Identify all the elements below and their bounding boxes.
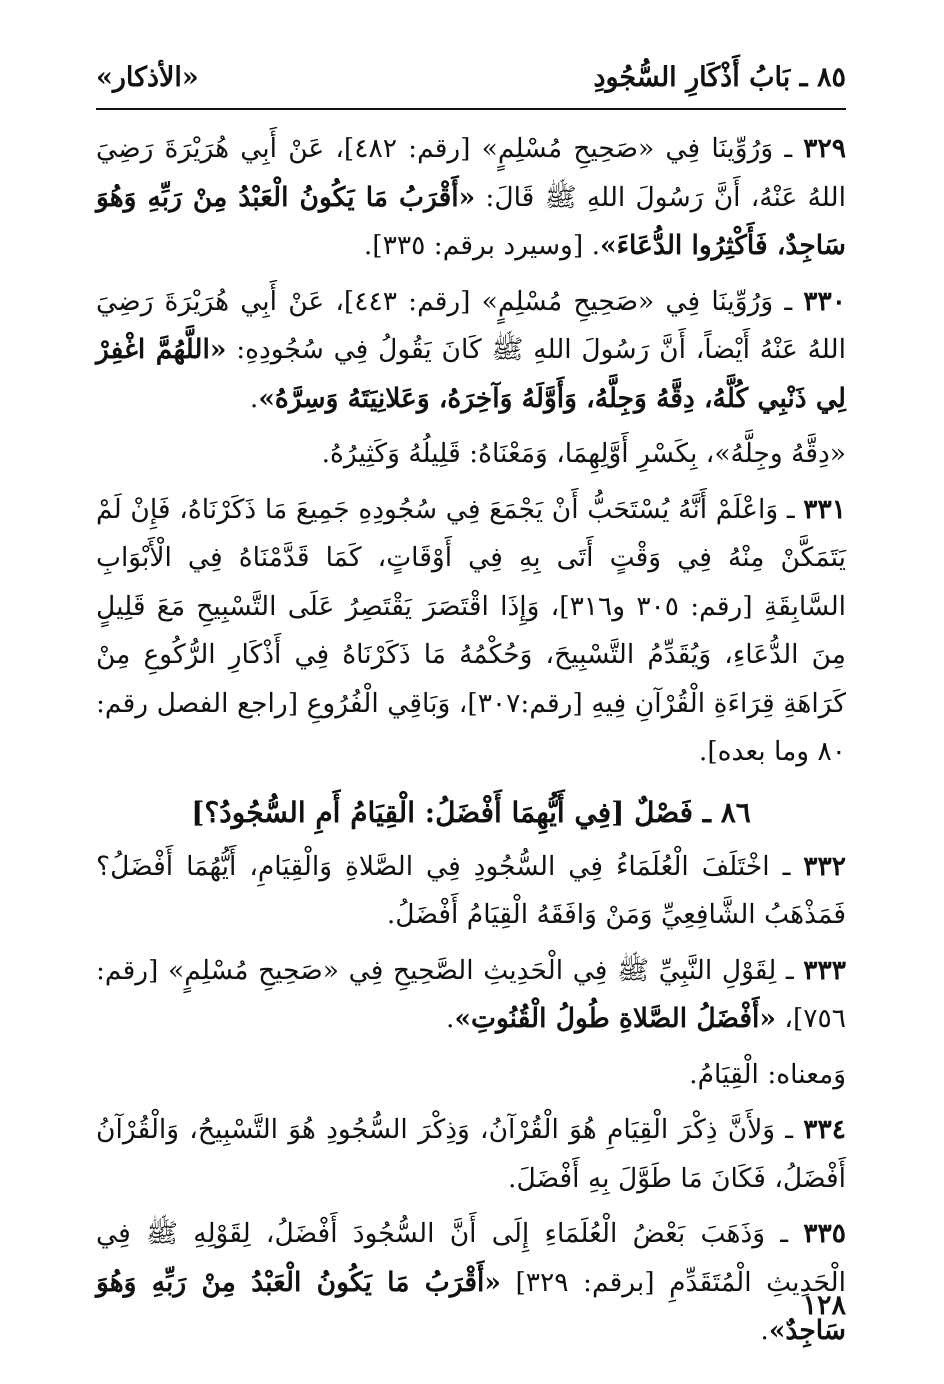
paragraph-tail: . bbox=[760, 1315, 769, 1346]
paragraph-number: ٣٢٩ bbox=[803, 133, 846, 164]
section-heading: ٨٦ ـ فَصْلٌ [فِي أَيُّهِمَا أَفْضَلُ: الْقِيَامُ أَمِ السُّجُودُ؟] bbox=[191, 795, 751, 829]
paragraph-number: ٣٣٥ bbox=[803, 1218, 846, 1249]
paragraph-text: ـ وَرُوِّينَا فِي «صَحِيحِ مُسْلِمٍ» [رقم: ٤٤٣]، عَنْ أَبِي هُرَيْرَةَ رَضِيَ اللهُ عَنْهُ أَيْضاً، أَنَّ رَسُولَ اللهِ ﷺ كَانَ يَقُولُ فِي سُجُودِهِ: bbox=[96, 285, 846, 365]
paragraph-text: وَمعناه: الْقِيَامُ. bbox=[689, 1058, 846, 1090]
hadith-quote: «أَقْرَبُ مَا يَكُونُ الْعَبْدُ مِنْ رَبِّهِ وَهُوَ سَاجِدٌ، فَأَكْثِرُوا الدُّعَاءَ» bbox=[96, 181, 846, 261]
paragraph-330-note bbox=[96, 430, 846, 479]
paragraph-text: ـ وَذَهَبَ بَعْضُ الْعُلَمَاءِ إِلَى أَنَّ السُّجُودَ أَفْضَلُ، لِقَوْلِهِ ﷺ فِي الْحَدِيثِ الْمُتَقَدِّمِ [برقم: ٣٢٩] bbox=[96, 1218, 846, 1298]
paragraph-329 bbox=[96, 125, 846, 271]
book-title: «الأذكار» bbox=[96, 61, 199, 93]
paragraph-335 bbox=[96, 1210, 846, 1356]
hadith-quote: «اللَّهُمَّ اغْفِرْ لِي ذَنْبِي كُلَّهُ، دِقَّهُ وَجِلَّهُ، وَأَوَّلَهُ وَآخِرَهُ، وَعَلانِيَتَهُ وَسِرَّهُ» bbox=[96, 334, 846, 414]
paragraph-text: ـ وَاعْلَمْ أَنَّهُ يُسْتَحَبُّ أَنْ يَجْمَعَ فِي سُجُودِهِ جَمِيعَ مَا ذَكَرْنَاهُ، فَإِنْ لَمْ يَتَمَكَّنْ مِنْهُ فِي وَقْتٍ أَتَى بِهِ فِي أَوْقَاتٍ، كَمَا قَدَّمْنَاهُ فِي الْأَبْوَابِ السَّابِقَةِ [رقم: ٣٠٥ و٣١٦]، وَإِذَا اقْتَصَرَ يَقْتَصِرُ عَلَى التَّسْبِيحِ مَعَ قَلِيلٍ مِنَ الدُّعَاءِ، وَيُقَدِّمُ التَّسْبِيحَ، وَحُكْمُهُ مَا ذَكَرْنَاهُ فِي أَذْكَارِ الرُّكُوعِ مِنْ كَرَاهَةِ قِرَاءَةِ الْقُرْآنِ فِيهِ [رقم:٣٠٧]، وَبَاقِي الْفُرُوعِ [راجع الفصل رقم: ٨٠ وما بعده]. bbox=[96, 493, 847, 767]
paragraph-330 bbox=[96, 278, 846, 424]
hadith-quote: «أَقْرَبُ مَا يَكُونُ الْعَبْدُ مِنْ رَبِّهِ وَهُوَ سَاجِدٌ» bbox=[96, 1266, 846, 1346]
header-divider bbox=[96, 108, 846, 110]
paragraph-tail: . bbox=[249, 382, 259, 414]
paragraph-number: ٣٣٢ bbox=[803, 850, 846, 882]
page-number: ١٢٨ bbox=[802, 1290, 846, 1321]
paragraph-334 bbox=[96, 1106, 846, 1203]
paragraph-number: ٣٣٣ bbox=[803, 954, 846, 986]
paragraph-text: ـ لِقَوْلِ النَّبِيِّ ﷺ فِي الْحَدِيثِ الصَّحِيحِ فِي «صَحِيحِ مُسْلِمٍ» [رقم: ٧٥٦]، bbox=[96, 954, 846, 1034]
hadith-quote: «أَفْضَلُ الصَّلاةِ طُولُ الْقُنُوتِ» bbox=[454, 1003, 776, 1034]
paragraph-number: ٣٣٠ bbox=[803, 285, 846, 317]
paragraph-tail: . [وسيرد برقم: ٣٣٥]. bbox=[363, 230, 601, 261]
page-header bbox=[96, 52, 846, 102]
paragraph-333-note bbox=[96, 1051, 846, 1100]
paragraph-number: ٣٣٤ bbox=[803, 1114, 846, 1145]
paragraph-text: ـ اخْتَلَفَ الْعُلَمَاءُ فِي السُّجُودِ فِي الصَّلاةِ وَالْقِيَامِ، أَيُّهُمَا أَفْضَلُ؟ فَمَذْهَبُ الشَّافِعِيِّ وَمَنْ وَافَقَهُ الْقِيَامُ أَفْضَلُ. bbox=[96, 850, 846, 930]
paragraph-text: «دِقَّهُ وجِلَّهُ»، بِكَسْرِ أَوَّلِهِمَا، وَمَعْنَاهُ: قَلِيلُهُ وَكَثِيرُهُ. bbox=[321, 438, 846, 469]
page-body bbox=[96, 125, 846, 1363]
paragraph-text: ـ وَلأَنَّ ذِكْرَ الْقِيَامِ هُوَ الْقُرْآنُ، وَذِكْرَ السُّجُودِ هُوَ التَّسْبِيحُ، وَالْقُرْآنُ أَفْضَلُ، فَكَانَ مَا طَوَّلَ بِهِ أَفْضَلَ. bbox=[96, 1114, 846, 1194]
paragraph-number: ٣٣١ bbox=[803, 493, 846, 525]
paragraph-331 bbox=[96, 486, 846, 777]
paragraph-text: ـ وَرُوِّينَا فِي «صَحِيحِ مُسْلِمٍ» [رقم: ٤٨٢]، عَنْ أَبِي هُرَيْرَةَ رَضِيَ اللهُ عَنْهُ، أَنَّ رَسُولَ اللهِ ﷺ قَالَ: bbox=[96, 133, 846, 213]
paragraph-333 bbox=[96, 947, 846, 1044]
paragraph-tail: . bbox=[446, 1003, 455, 1034]
paragraph-332 bbox=[96, 843, 846, 940]
chapter-title: ٨٥ ـ بَابُ أَذْكَارِ السُّجُودِ bbox=[593, 61, 846, 93]
